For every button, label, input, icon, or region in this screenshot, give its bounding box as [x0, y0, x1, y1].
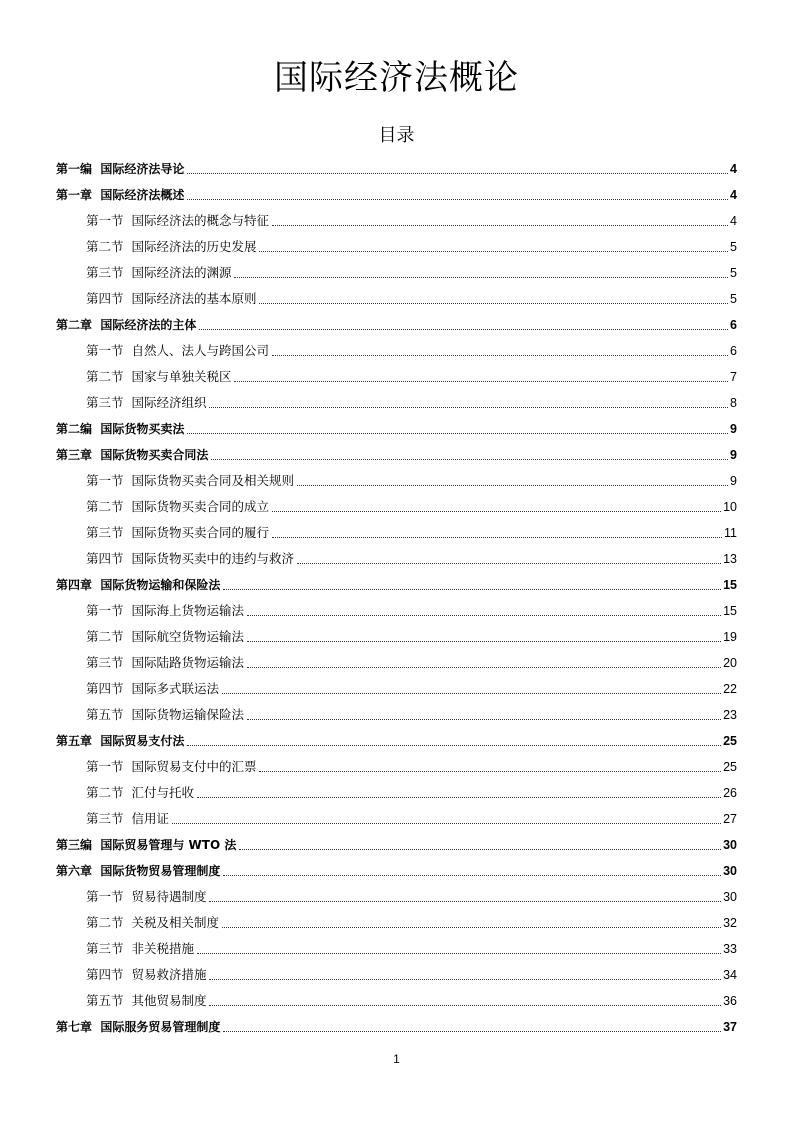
- toc-entry-page: 9: [730, 474, 737, 488]
- toc-entry-title: 其他贸易制度: [131, 993, 207, 1008]
- dot-leader: [259, 762, 721, 772]
- toc-entry-section[interactable]: [56, 208, 737, 234]
- toc-entry-number: 第三节: [86, 265, 124, 280]
- toc-entry-number: 第三节: [86, 811, 124, 826]
- toc-entry-section[interactable]: [56, 650, 737, 676]
- toc-entry-page: 15: [723, 578, 737, 592]
- toc-entry-number: 第二节: [86, 915, 124, 930]
- dot-leader: [259, 242, 728, 252]
- toc-entry-section[interactable]: [56, 234, 737, 260]
- toc-entry-number: 第二编: [56, 422, 93, 436]
- toc-entry-page: 30: [723, 838, 737, 852]
- toc-entry-chapter[interactable]: [56, 182, 737, 208]
- dot-leader: [187, 164, 728, 174]
- toc-entry-page: 6: [730, 344, 737, 358]
- toc-entry-title: 国际货物买卖合同的履行: [131, 525, 269, 540]
- toc-entry-chapter[interactable]: [56, 1014, 737, 1040]
- toc-entry-page: 30: [723, 864, 737, 878]
- dot-leader: [223, 866, 721, 876]
- toc-entry-number: 第一编: [56, 162, 93, 176]
- toc-entry-title: 国际经济法的渊源: [131, 265, 232, 280]
- toc-entry-page: 5: [730, 292, 737, 306]
- toc-entry-number: 第六章: [56, 864, 93, 878]
- dot-leader: [211, 450, 728, 460]
- toc-entry-number: 第四节: [86, 681, 124, 696]
- toc-entry-chapter[interactable]: [56, 156, 737, 182]
- toc-entry-number: 第五章: [56, 734, 93, 748]
- toc-entry-number: 第一节: [86, 889, 124, 904]
- toc-entry-label: [86, 702, 246, 728]
- toc-entry-label: [56, 442, 210, 468]
- toc-entry-page: 11: [724, 526, 737, 540]
- toc-entry-number: 第四章: [56, 578, 93, 592]
- dot-leader: [222, 684, 721, 694]
- toc-entry-number: 第一节: [86, 759, 124, 774]
- toc-entry-title: 国际海上货物运输法: [131, 603, 244, 618]
- toc-entry-title: 国际航空货物运输法: [131, 629, 244, 644]
- dot-leader: [209, 970, 721, 980]
- toc-entry-section[interactable]: [56, 260, 737, 286]
- toc-entry-chapter[interactable]: [56, 728, 737, 754]
- toc-entry-section[interactable]: [56, 468, 737, 494]
- toc-entry-page: 25: [723, 760, 737, 774]
- toc-entry-number: 第一章: [56, 188, 93, 202]
- dot-leader: [187, 736, 721, 746]
- toc-entry-number: 第三节: [86, 941, 124, 956]
- toc-entry-label: [56, 858, 222, 884]
- toc-entry-number: 第三节: [86, 525, 124, 540]
- toc-entry-page: 26: [723, 786, 737, 800]
- toc-entry-title: 国际货物买卖法: [100, 422, 185, 436]
- toc-entry-page: 15: [723, 604, 737, 618]
- toc-entry-title: 国际贸易支付中的汇票: [131, 759, 257, 774]
- toc-entry-number: 第一节: [86, 603, 124, 618]
- toc-entry-title: 关税及相关制度: [131, 915, 219, 930]
- toc-entry-chapter[interactable]: [56, 572, 737, 598]
- toc-entry-page: 19: [723, 630, 737, 644]
- toc-entry-number: 第一节: [86, 343, 124, 358]
- toc-entry-label: [86, 884, 208, 910]
- toc-entry-page: 30: [723, 890, 737, 904]
- toc-entry-page: 20: [723, 656, 737, 670]
- toc-entry-section[interactable]: [56, 624, 737, 650]
- toc-entry-chapter[interactable]: [56, 442, 737, 468]
- toc-entry-page: 33: [723, 942, 737, 956]
- toc-entry-section[interactable]: [56, 494, 737, 520]
- toc-entry-title: 国际货物运输和保险法: [100, 578, 221, 592]
- toc-entry-label: [86, 286, 258, 312]
- toc-entry-number: 第一节: [86, 213, 124, 228]
- page-number: 1: [393, 1052, 400, 1066]
- toc-entry-title: 国际货物买卖合同法: [100, 448, 209, 462]
- dot-leader: [187, 424, 728, 434]
- toc-entry-title: 自然人、法人与跨国公司: [131, 343, 269, 358]
- toc-entry-page: 4: [730, 188, 737, 202]
- toc-entry-title: 国家与单独关税区: [131, 369, 232, 384]
- toc-entry-page: 10: [723, 500, 737, 514]
- toc-entry-title: 国际陆路货物运输法: [131, 655, 244, 670]
- dot-leader: [297, 554, 721, 564]
- toc-entry-chapter[interactable]: [56, 416, 737, 442]
- dot-leader: [209, 398, 728, 408]
- toc-entry-label: [86, 910, 221, 936]
- toc-entry-title: 国际经济法概述: [100, 188, 185, 202]
- toc-entry-label: [86, 520, 271, 546]
- toc-entry-page: 32: [723, 916, 737, 930]
- toc-entry-number: 第四节: [86, 967, 124, 982]
- toc-entry-label: [86, 936, 196, 962]
- toc-entry-page: 7: [730, 370, 737, 384]
- toc-entry-number: 第五节: [86, 993, 124, 1008]
- dot-leader: [247, 658, 721, 668]
- toc-entry-number: 第三节: [86, 655, 124, 670]
- toc-heading: 目录: [378, 125, 415, 146]
- toc-entry-title: 国际多式联运法: [131, 681, 219, 696]
- toc-entry-page: 4: [730, 162, 737, 176]
- dot-leader: [247, 632, 721, 642]
- toc-entry-chapter[interactable]: [56, 312, 737, 338]
- toc-entry-section[interactable]: [56, 780, 737, 806]
- toc-entry-label: [86, 676, 221, 702]
- toc-entry-title: 国际货物买卖中的违约与救济: [131, 551, 294, 566]
- toc-entry-page: 34: [723, 968, 737, 982]
- toc-entry-section[interactable]: [56, 390, 737, 416]
- toc-entry-section[interactable]: [56, 702, 737, 728]
- toc-entry-number: 第二节: [86, 499, 124, 514]
- dot-leader: [197, 788, 721, 798]
- dot-leader: [272, 502, 721, 512]
- toc-entry-label: [86, 494, 271, 520]
- toc-entry-title: 国际经济法的历史发展: [131, 239, 257, 254]
- dot-leader: [234, 372, 728, 382]
- toc-entry-page: 5: [730, 240, 737, 254]
- toc-entry-label: [86, 650, 246, 676]
- toc-entry-page: 22: [723, 682, 737, 696]
- dot-leader: [223, 1022, 721, 1032]
- toc-entry-title: 国际经济法的主体: [100, 318, 197, 332]
- dot-leader: [272, 346, 728, 356]
- toc-entry-label: [56, 572, 222, 598]
- toc-entry-section[interactable]: [56, 806, 737, 832]
- toc-entry-chapter[interactable]: [56, 858, 737, 884]
- toc-entry-title: 国际货物运输保险法: [131, 707, 244, 722]
- toc-entry-section[interactable]: [56, 962, 737, 988]
- dot-leader: [209, 892, 721, 902]
- toc-entry-title: 国际贸易管理与 WTO 法: [100, 838, 237, 852]
- dot-leader: [199, 320, 728, 330]
- toc-entry-label: [56, 728, 186, 754]
- toc-entry-label: [86, 234, 258, 260]
- toc-entry-number: 第三编: [56, 838, 93, 852]
- toc-entry-section[interactable]: [56, 364, 737, 390]
- toc-entry-number: 第二节: [86, 629, 124, 644]
- toc-entry-label: [86, 624, 246, 650]
- toc-entry-label: [56, 312, 198, 338]
- toc-entry-label: [86, 780, 196, 806]
- toc-entry-page: 6: [730, 318, 737, 332]
- toc-entry-title: 国际贸易支付法: [100, 734, 185, 748]
- toc-entry-title: 国际经济法的基本原则: [131, 291, 257, 306]
- toc-entry-number: 第二章: [56, 318, 93, 332]
- toc-entry-page: 5: [730, 266, 737, 280]
- dot-leader: [172, 814, 721, 824]
- toc-entry-label: [56, 156, 186, 182]
- toc-entry-label: [86, 546, 296, 572]
- toc-entry-section[interactable]: [56, 676, 737, 702]
- toc-entry-section[interactable]: [56, 910, 737, 936]
- toc-entry-page: 9: [730, 422, 737, 436]
- dot-leader: [297, 476, 728, 486]
- toc-entry-label: [56, 1014, 222, 1040]
- dot-leader: [222, 918, 721, 928]
- toc-entry-number: 第三章: [56, 448, 93, 462]
- toc-entry-label: [86, 598, 246, 624]
- toc-entry-label: [86, 390, 208, 416]
- toc-entry-section[interactable]: [56, 546, 737, 572]
- toc-entry-number: 第四节: [86, 291, 124, 306]
- toc-entry-title: 国际货物贸易管理制度: [100, 864, 221, 878]
- toc-entry-label: [86, 364, 233, 390]
- toc-entry-title: 国际经济法的概念与特征: [131, 213, 269, 228]
- table-of-contents: [56, 156, 737, 1040]
- toc-entry-page: 4: [730, 214, 737, 228]
- toc-entry-page: 8: [730, 396, 737, 410]
- toc-entry-section[interactable]: [56, 598, 737, 624]
- toc-entry-section[interactable]: [56, 520, 737, 546]
- toc-entry-label: [86, 260, 233, 286]
- toc-entry-number: 第一节: [86, 473, 124, 488]
- toc-entry-title: 汇付与托收: [131, 785, 194, 800]
- toc-entry-label: [56, 832, 238, 858]
- toc-entry-number: 第五节: [86, 707, 124, 722]
- toc-entry-number: 第二节: [86, 369, 124, 384]
- toc-entry-label: [56, 416, 186, 442]
- toc-entry-page: 13: [723, 552, 737, 566]
- dot-leader: [272, 216, 728, 226]
- toc-entry-section[interactable]: [56, 338, 737, 364]
- toc-entry-title: 非关税措施: [131, 941, 194, 956]
- dot-leader: [234, 268, 728, 278]
- dot-leader: [209, 996, 721, 1006]
- toc-entry-number: 第二节: [86, 785, 124, 800]
- document-title: 国际经济法概论: [274, 58, 519, 98]
- toc-entry-section[interactable]: [56, 286, 737, 312]
- toc-entry-title: 国际服务贸易管理制度: [100, 1020, 221, 1034]
- toc-entry-chapter[interactable]: [56, 832, 737, 858]
- toc-entry-title: 贸易救济措施: [131, 967, 207, 982]
- toc-entry-title: 国际经济组织: [131, 395, 207, 410]
- toc-entry-title: 国际货物买卖合同的成立: [131, 499, 269, 514]
- dot-leader: [223, 580, 721, 590]
- toc-entry-title: 贸易待遇制度: [131, 889, 207, 904]
- toc-entry-title: 国际经济法导论: [100, 162, 185, 176]
- toc-entry-page: 36: [723, 994, 737, 1008]
- toc-entry-section[interactable]: [56, 988, 737, 1014]
- toc-entry-number: 第二节: [86, 239, 124, 254]
- toc-entry-section[interactable]: [56, 936, 737, 962]
- toc-entry-number: 第七章: [56, 1020, 93, 1034]
- toc-entry-page: 25: [723, 734, 737, 748]
- toc-entry-number: 第三节: [86, 395, 124, 410]
- toc-entry-title: 国际货物买卖合同及相关规则: [131, 473, 294, 488]
- toc-entry-page: 9: [730, 448, 737, 462]
- toc-entry-number: 第四节: [86, 551, 124, 566]
- toc-entry-label: [86, 806, 171, 832]
- dot-leader: [197, 944, 721, 954]
- dot-leader: [259, 294, 728, 304]
- toc-entry-title: 信用证: [131, 811, 169, 826]
- toc-entry-label: [86, 962, 208, 988]
- dot-leader: [187, 190, 728, 200]
- toc-entry-label: [86, 338, 271, 364]
- toc-entry-label: [86, 754, 258, 780]
- toc-entry-page: 27: [723, 812, 737, 826]
- dot-leader: [247, 710, 721, 720]
- dot-leader: [247, 606, 721, 616]
- toc-entry-label: [86, 208, 271, 234]
- toc-entry-label: [56, 182, 186, 208]
- toc-entry-label: [86, 988, 208, 1014]
- toc-entry-section[interactable]: [56, 884, 737, 910]
- dot-leader: [239, 840, 721, 850]
- toc-entry-page: 23: [723, 708, 737, 722]
- dot-leader: [272, 528, 722, 538]
- toc-entry-section[interactable]: [56, 754, 737, 780]
- toc-entry-page: 37: [723, 1020, 737, 1034]
- toc-entry-label: [86, 468, 296, 494]
